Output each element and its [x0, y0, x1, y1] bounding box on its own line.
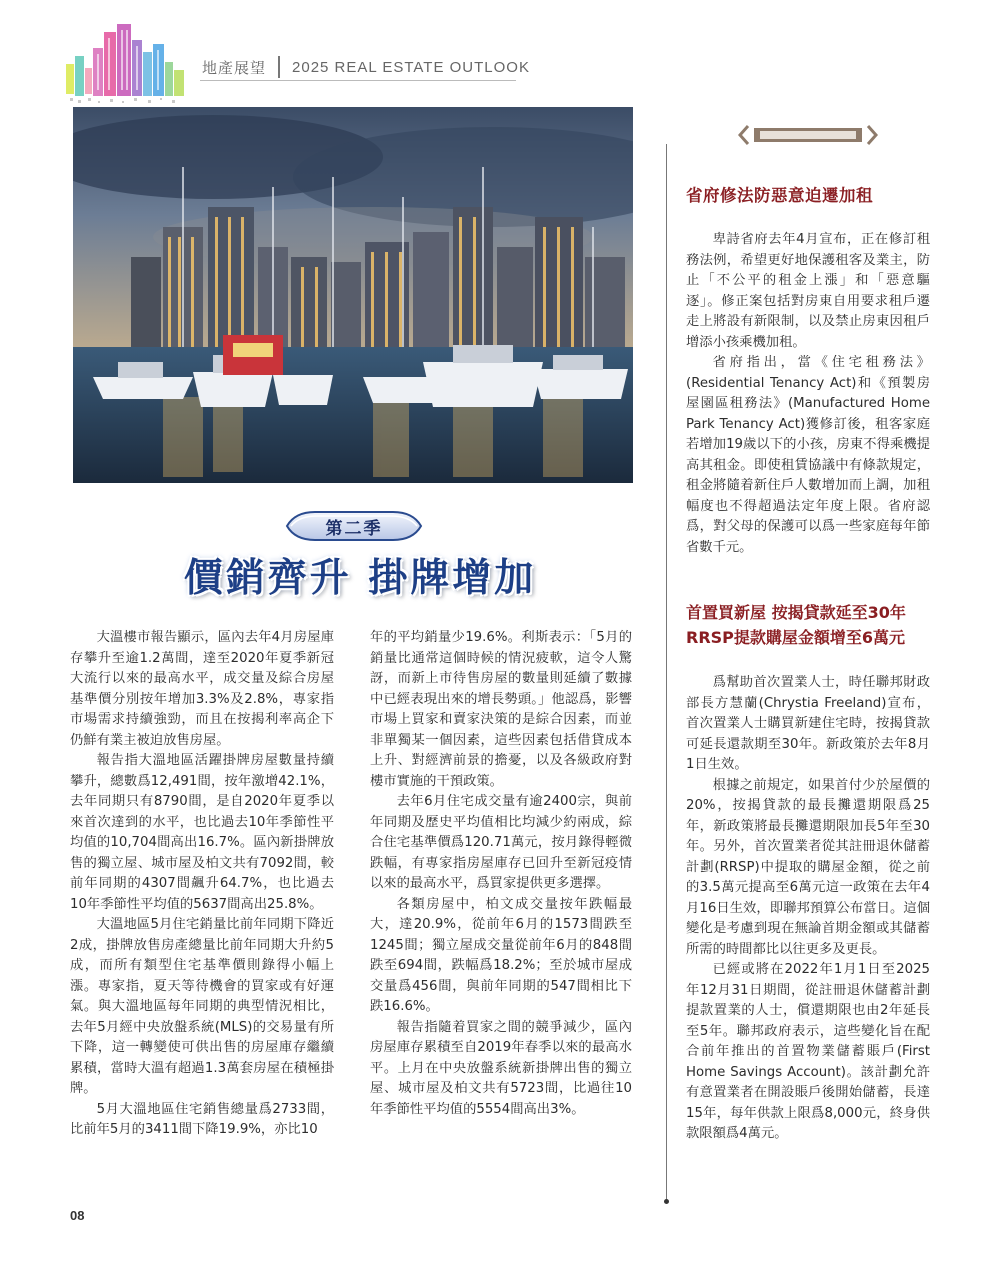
header-skyline-logo [64, 22, 199, 104]
sidebar-ornament [738, 124, 878, 146]
header-rule [200, 80, 516, 81]
sidebar-divider [666, 144, 667, 1199]
article-paragraph: 去年6月住宅成交量有逾2400宗，與前年同期及歷史平均值相比均減少約兩成，綜合住宅基準價爲120.71萬元，按月錄得輕微跌幅，有專家指房屋庫存已回升至新冠疫情以來的最高水平，爲買家提供更多選擇。 [370, 794, 632, 891]
article-column-2 [370, 628, 632, 1120]
sidebar-heading-2 [686, 600, 946, 650]
sidebar-paragraph: 根據之前規定，如果首付少於屋價的20%，按揭貸款的最長攤還期限爲25年，新政策將最長攤還期限加長5年至30年。另外，首次置業者從其註冊退休儲蓄計劃(RRSP)中提取的購屋金額，從之前的3.5萬元提高至6萬元這一政策在去年4月16日生效，即聯邦預算公布當日。這個變化是考慮到現在無論首期金額或其儲蓄所需的時間都比以往更多及更長。 [686, 777, 930, 957]
sidebar-paragraph: 爲幫助首次置業人士，時任聯邦財政部長方慧蘭(Chrystia Freeland)宣布，首次置業人士購買新建住宅時，按揭貸款可延長還款期至30年。新政策於去年8月1日生效。 [686, 675, 930, 772]
sidebar-heading-2-line-2: RRSP提款購屋金額增至6萬元 [686, 628, 906, 647]
running-header [202, 56, 530, 78]
sidebar-heading-1: 省府修法防惡意迫遷加租 [686, 186, 873, 205]
article-column-1 [70, 628, 334, 1141]
sidebar-section-1 [686, 230, 930, 558]
page-number: 08 [70, 1208, 85, 1223]
article-paragraph: 大溫樓市報告顯示，區內去年4月房屋庫存攀升至逾1.2萬間，達至2020年夏季新冠大流行以來的最高水平，成交量及綜合房屋基準價分別按年增加3.3%及2.8%，專家指市場需求持續強勁，而且在按揭利率高企下仍鮮有業主被迫放售房屋。 [70, 630, 334, 748]
article-paragraph: 大溫地區5月住宅銷量比前年同期下降近2成，掛牌放售房產總量比前年同期大升約5成，而所有類型住宅基準價則錄得小幅上漲。專家指，夏天等待機會的買家或有好運氣。與大溫地區每年同期的典型情況相比，去年5月經中央放盤系統(MLS)的交易量有所下降，這一轉變使可供出售的房屋庫存繼續累積，當時大溫有超過1.3萬套房屋在積極掛牌。 [70, 917, 334, 1096]
header-section-zh: 地產展望 [202, 59, 267, 77]
feature-headline: 價銷齊升 掛牌增加 [183, 555, 537, 601]
article-paragraph: 各類房屋中，柏文成交量按年跌幅最大，達20.9%，從前年6月的1573間跌至1245間；獨立屋成交量從前年6月的848間跌至694間，跌幅爲18.2%；至於城市屋成交量爲456間，與前年同期的547間相比下跌16.6%。 [370, 896, 632, 1014]
header-section-en: 2025 REAL ESTATE OUTLOOK [292, 58, 530, 76]
sidebar-paragraph: 已經或將在2022年1月1日至2025年12月31日期間，從註冊退休儲蓄計劃提款置業的人士，償還期限也由2年延長至5年。聯邦政府表示，這些變化旨在配合前年推出的首置物業儲蓄賬戶(First Home Savings Account)。該計劃允許有意置業者在開設賬戶後開始儲蓄，長達15年，每年供款上限爲8,000元，終身供款限額爲4萬元。 [686, 962, 930, 1141]
season-badge: 第二季 [325, 518, 383, 539]
harbour-photo [73, 107, 633, 483]
sidebar-divider-dot [664, 1199, 669, 1204]
article-paragraph: 年的平均銷量少19.6%。利斯表示：「5月的銷量比通常這個時候的情況疲軟，這令人驚訝，而新上市待售房屋的數量則延續了數據中已經表現出來的增長勢頭。」他認爲，影響市場上買家和賣家決策的是綜合因素，而並非單獨某一個因素，這些因素包括借貸成本上升、對經濟前景的擔憂，以及各級政府對樓市實施的干預政策。 [370, 630, 632, 789]
article-paragraph: 報告指隨着買家之間的競爭減少，區內房屋庫存累積至自2019年春季以來的最高水平。上月在中央放盤系統新掛牌出售的獨立屋、城市屋及柏文共有5723間，比過往10年季節性平均值的5554間高出3%。 [370, 1019, 632, 1117]
sidebar-paragraph: 卑詩省府去年4月宣布，正在修訂租務法例，希望更好地保護租客及業主，防止「不公平的租金上漲」和「惡意驅逐」。修正案包括對房東自用要求租戶遷走上將設有新限制，以及禁止房東因租戶增添小孩乘機加租。 [686, 232, 930, 350]
article-paragraph: 5月大溫地區住宅銷售總量爲2733間，比前年5月的3411間下降19.9%，亦比10 [70, 1101, 334, 1137]
sidebar-section-2 [686, 673, 930, 1145]
sidebar-heading-2-line-1: 首置買新屋 按揭貸款延至30年 [686, 603, 906, 622]
article-paragraph: 報告指大溫地區活躍掛牌房屋數量持續攀升，總數爲12,491間，按年激增42.1%，去年同期只有8790間，是自2020年夏季以來首次達到的水平，也比過去10年季節性平均值的10,704間高出16.7%。區內新掛牌放售的獨立屋、城市屋及柏文共有7092間，較前年同期的4307間飆升64.7%，也比過去10年季節性平均值的5637間高出25.8%。 [70, 753, 334, 912]
header-divider [278, 56, 280, 78]
sidebar-paragraph: 省府指出，當《住宅租務法》(Residential Tenancy Act)和《預製房屋園區租務法》(Manufactured Home Park Tenancy Act)獲修訂後，租客家庭若增加19歲以下的小孩，房東不得乘機提高其租金。即使租賃協議中有條款規定，租金將隨着新住戶人數增加而上調，加租幅度也不得超過法定年度上限。省府認爲，對父母的保護可以爲一些家庭每年節省數千元。 [686, 355, 930, 555]
